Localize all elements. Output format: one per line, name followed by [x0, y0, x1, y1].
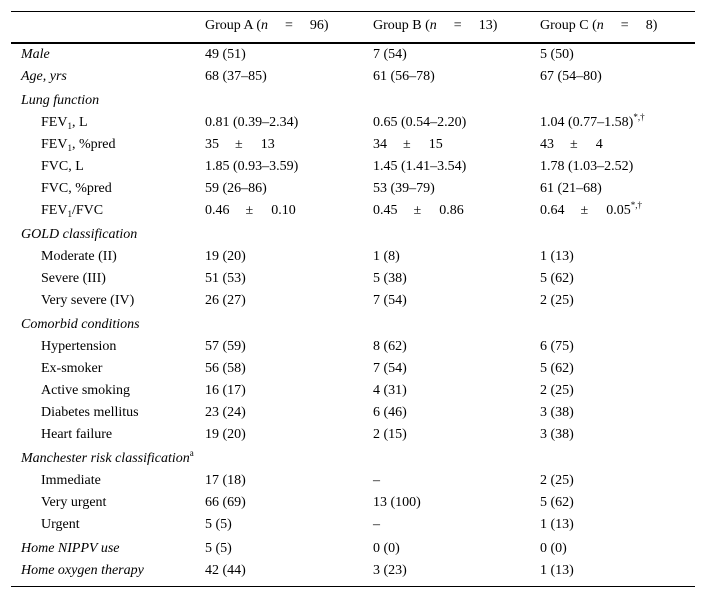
- row-label-fvc-pred: FVC, %pred: [41, 181, 112, 196]
- cell-moderate-b: 1 (8): [373, 249, 400, 264]
- cell-very-urgent-c: 5 (62): [540, 495, 574, 510]
- cell-fev1-pred-a: 35 ± 13: [205, 137, 275, 152]
- cell-male-b: 7 (54): [373, 47, 407, 62]
- cell-very-severe-b: 7 (54): [373, 293, 407, 308]
- cell-fev1-pred-c: 43 ± 4: [540, 137, 603, 152]
- cell-home-nippv-c: 0 (0): [540, 541, 567, 556]
- cell-severe-c: 5 (62): [540, 271, 574, 286]
- cell-heart-failure-c: 3 (38): [540, 427, 574, 442]
- cell-urgent-a: 5 (5): [205, 517, 232, 532]
- cell-home-oxygen-a: 42 (44): [205, 563, 246, 578]
- row-label-severe: Severe (III): [41, 271, 106, 286]
- row-label-fev1-l: $FEV_1$, L: [41, 115, 88, 131]
- row-label-age: Age, yrs: [21, 69, 67, 84]
- table-header-rule: [11, 42, 695, 44]
- cell-age-c: 67 (54–80): [540, 69, 602, 84]
- row-label-heart-failure: Heart failure: [41, 427, 113, 442]
- cell-immediate-b: –: [373, 473, 380, 488]
- cell-ex-smoker-c: 5 (62): [540, 361, 574, 376]
- cell-heart-failure-a: 19 (20): [205, 427, 246, 442]
- cell-fvc-pred-b: 53 (39–79): [373, 181, 435, 196]
- cell-severe-a: 51 (53): [205, 271, 246, 286]
- cell-home-nippv-a: 5 (5): [205, 541, 232, 556]
- cell-fev1-fvc-b: 0.45 ± 0.86: [373, 203, 464, 218]
- row-label-immediate: Immediate: [41, 473, 101, 488]
- row-label-very-urgent: Very urgent: [41, 495, 107, 510]
- cell-fvc-pred-c: 61 (21–68): [540, 181, 602, 196]
- section-manchester-risk: Manchester risk classification$^a$: [21, 448, 194, 466]
- cell-fvc-l-a: 1.85 (0.93–3.59): [205, 159, 299, 174]
- cell-diabetes-a: 23 (24): [205, 405, 246, 420]
- row-label-very-severe: Very severe (IV): [41, 293, 135, 308]
- row-label-fvc-l: FVC, L: [41, 159, 84, 174]
- cell-moderate-a: 19 (20): [205, 249, 246, 264]
- cell-very-severe-a: 26 (27): [205, 293, 246, 308]
- header-group-b: Group B (n = 13): [373, 18, 498, 33]
- cell-active-smoking-a: 16 (17): [205, 383, 246, 398]
- header-group-a: Group A (n = 96): [205, 18, 329, 33]
- cell-hypertension-c: 6 (75): [540, 339, 574, 354]
- cell-fev1-fvc-c: 0.64 ± 0.05*,†: [540, 200, 642, 218]
- cell-fev1-l-c: 1.04 (0.77–1.58)*,†: [540, 112, 645, 130]
- row-label-diabetes: Diabetes mellitus: [41, 405, 139, 420]
- row-label-moderate: Moderate (II): [41, 249, 117, 264]
- cell-heart-failure-b: 2 (15): [373, 427, 407, 442]
- cell-home-oxygen-c: 1 (13): [540, 563, 574, 578]
- cell-male-c: 5 (50): [540, 47, 574, 62]
- row-label-home-oxygen: Home oxygen therapy: [21, 563, 144, 578]
- cell-ex-smoker-b: 7 (54): [373, 361, 407, 376]
- cell-age-b: 61 (56–78): [373, 69, 435, 84]
- row-label-male: Male: [21, 47, 50, 62]
- cell-male-a: 49 (51): [205, 47, 246, 62]
- row-label-ex-smoker: Ex-smoker: [41, 361, 103, 376]
- row-label-hypertension: Hypertension: [41, 339, 117, 354]
- section-lung-function: Lung function: [21, 93, 100, 108]
- cell-fev1-l-b: 0.65 (0.54–2.20): [373, 115, 467, 130]
- cell-fev1-pred-b: 34 ± 15: [373, 137, 443, 152]
- cell-ex-smoker-a: 56 (58): [205, 361, 246, 376]
- row-label-active-smoking: Active smoking: [41, 383, 131, 398]
- cell-fvc-l-b: 1.45 (1.41–3.54): [373, 159, 467, 174]
- cell-diabetes-b: 6 (46): [373, 405, 407, 420]
- cell-hypertension-b: 8 (62): [373, 339, 407, 354]
- cell-very-severe-c: 2 (25): [540, 293, 574, 308]
- cell-urgent-c: 1 (13): [540, 517, 574, 532]
- cell-very-urgent-b: 13 (100): [373, 495, 421, 510]
- cell-immediate-a: 17 (18): [205, 473, 246, 488]
- cell-home-oxygen-b: 3 (23): [373, 563, 407, 578]
- cell-hypertension-a: 57 (59): [205, 339, 246, 354]
- cell-urgent-b: –: [373, 517, 380, 532]
- table-bottom-rule: [11, 586, 695, 587]
- cell-active-smoking-b: 4 (31): [373, 383, 407, 398]
- cell-fvc-pred-a: 59 (26–86): [205, 181, 267, 196]
- row-label-fev1-pred: $FEV_1$, %pred: [41, 137, 116, 153]
- cell-severe-b: 5 (38): [373, 271, 407, 286]
- header-group-c: Group C (n = 8): [540, 18, 658, 33]
- row-label-fev1-fvc: $FEV_1$/FVC: [41, 203, 104, 219]
- cell-diabetes-c: 3 (38): [540, 405, 574, 420]
- cell-moderate-c: 1 (13): [540, 249, 574, 264]
- row-label-urgent: Urgent: [41, 517, 80, 532]
- cell-active-smoking-c: 2 (25): [540, 383, 574, 398]
- section-comorbid-conditions: Comorbid conditions: [21, 317, 140, 332]
- cell-age-a: 68 (37–85): [205, 69, 267, 84]
- cell-very-urgent-a: 66 (69): [205, 495, 246, 510]
- cell-immediate-c: 2 (25): [540, 473, 574, 488]
- cell-home-nippv-b: 0 (0): [373, 541, 400, 556]
- cell-fev1-l-a: 0.81 (0.39–2.34): [205, 115, 299, 130]
- row-label-home-nippv: Home NIPPV use: [21, 541, 120, 556]
- section-gold-classification: GOLD classification: [21, 227, 138, 242]
- cell-fvc-l-c: 1.78 (1.03–2.52): [540, 159, 634, 174]
- table-top-rule: [11, 11, 695, 12]
- cell-fev1-fvc-a: 0.46 ± 0.10: [205, 203, 296, 218]
